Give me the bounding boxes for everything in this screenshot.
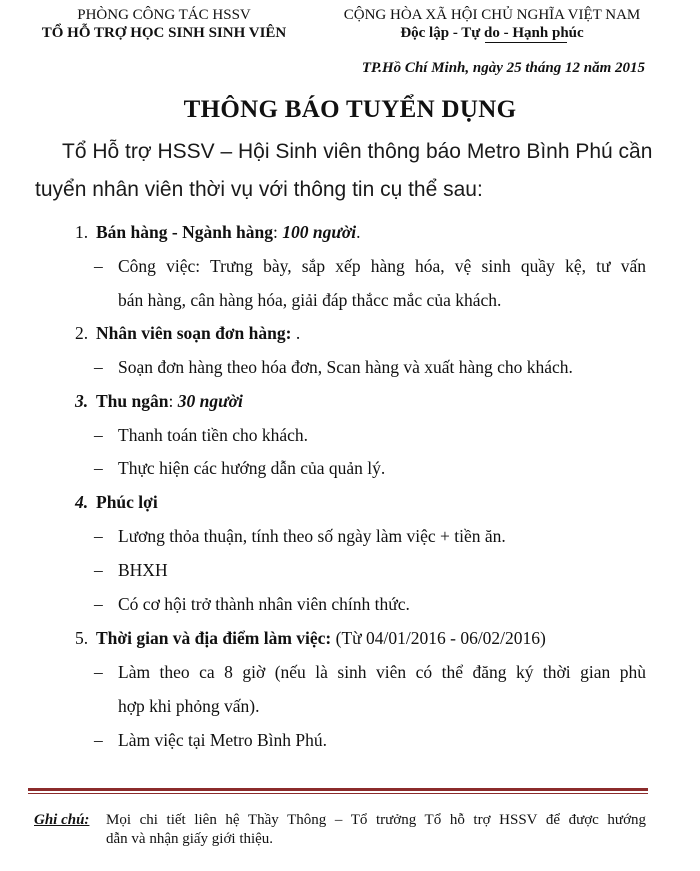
item-number: 2. (75, 323, 89, 343)
item-label: Bán hàng - Ngành hàng (96, 222, 274, 242)
bullet-dash: – (94, 458, 103, 478)
motto-underline (485, 42, 567, 43)
bullet-text: Làm việc tại Metro Bình Phú. (118, 730, 327, 750)
bullet-dash: – (94, 526, 103, 546)
team-name: TỔ HỖ TRỢ HỌC SINH SINH VIÊN (41, 25, 287, 41)
page-title: THÔNG BÁO TUYỂN DỤNG (183, 96, 517, 123)
date-line: TP.Hồ Chí Minh, ngày 25 tháng 12 năm 2015 (361, 60, 645, 76)
bullet-text: Thanh toán tiền cho khách. (118, 425, 309, 445)
bullet-dash: – (94, 662, 103, 682)
bullet-dash: – (94, 594, 103, 614)
note-label: Ghi chú: (34, 812, 90, 828)
bullet-dash: – (94, 730, 103, 750)
divider-thick (28, 788, 648, 791)
note-text-cont: dẫn và nhận giấy giới thiệu. (106, 831, 274, 847)
item-value: 30 người (177, 391, 243, 411)
item-heading (96, 222, 361, 243)
item-label: Phúc lợi (96, 492, 158, 512)
item-label: Thời gian và địa điểm làm việc: (96, 628, 332, 648)
item-heading (96, 391, 243, 412)
item-colon: : (273, 222, 283, 242)
bullet-text: Làm theo ca 8 giờ (nếu là sinh viên có thể đăng ký thời gian phù (118, 662, 646, 682)
item-suffix: . (291, 323, 301, 343)
intro-line-2: tuyển nhân viên thời vụ với thông tin cụ thể sau: (35, 178, 483, 201)
bullet-dash: – (94, 560, 103, 580)
bullet-text: Có cơ hội trở thành nhân viên chính thức. (118, 594, 410, 614)
item-value: 100 người (282, 222, 357, 242)
item-number: 5. (75, 628, 89, 648)
item-heading (96, 323, 300, 344)
item-heading (96, 628, 546, 649)
department-name: PHÒNG CÔNG TÁC HSSV (77, 7, 251, 23)
national-motto: Độc lập - Tự do - Hạnh phúc (400, 25, 584, 41)
bullet-text-cont: hợp khi phỏng vấn). (118, 696, 260, 716)
item-label: Nhân viên soạn đơn hàng: (96, 323, 292, 343)
item-suffix: . (356, 222, 361, 242)
bullet-text: Thực hiện các hướng dẫn của quản lý. (118, 458, 386, 478)
bullet-dash: – (94, 357, 103, 377)
bullet-text: BHXH (118, 560, 168, 580)
item-number: 4. (75, 492, 89, 512)
item-colon: : (168, 391, 178, 411)
item-label: Thu ngân (96, 391, 169, 411)
bullet-text: Soạn đơn hàng theo hóa đơn, Scan hàng và xuất hàng cho khách. (118, 357, 573, 377)
item-number: 1. (75, 222, 89, 242)
item-number: 3. (75, 391, 89, 411)
note-text: Mọi chi tiết liên hệ Thầy Thông – Tổ trưởng Tổ hỗ trợ HSSV để được hướng (106, 812, 646, 828)
bullet-text-cont: bán hàng, cân hàng hóa, giải đáp thắcc mắc của khách. (118, 290, 502, 310)
divider-thin (28, 793, 648, 794)
bullet-dash: – (94, 425, 103, 445)
bullet-text: Lương thỏa thuận, tính theo số ngày làm việc + tiền ăn. (118, 526, 506, 546)
intro-line-1 (62, 140, 653, 164)
bullet-dash: – (94, 256, 103, 276)
item-suffix: (Từ 04/01/2016 - 06/02/2016) (331, 628, 546, 648)
national-title: CỘNG HÒA XÃ HỘI CHỦ NGHĨA VIỆT NAM (343, 7, 641, 23)
intro-text-1: Tổ Hỗ trợ HSSV – Hội Sinh viên thông báo Metro Bình Phú cần (62, 140, 653, 163)
bullet-text: Công việc: Trưng bày, sắp xếp hàng hóa, vệ sinh quầy kệ, tư vấn (118, 256, 646, 276)
